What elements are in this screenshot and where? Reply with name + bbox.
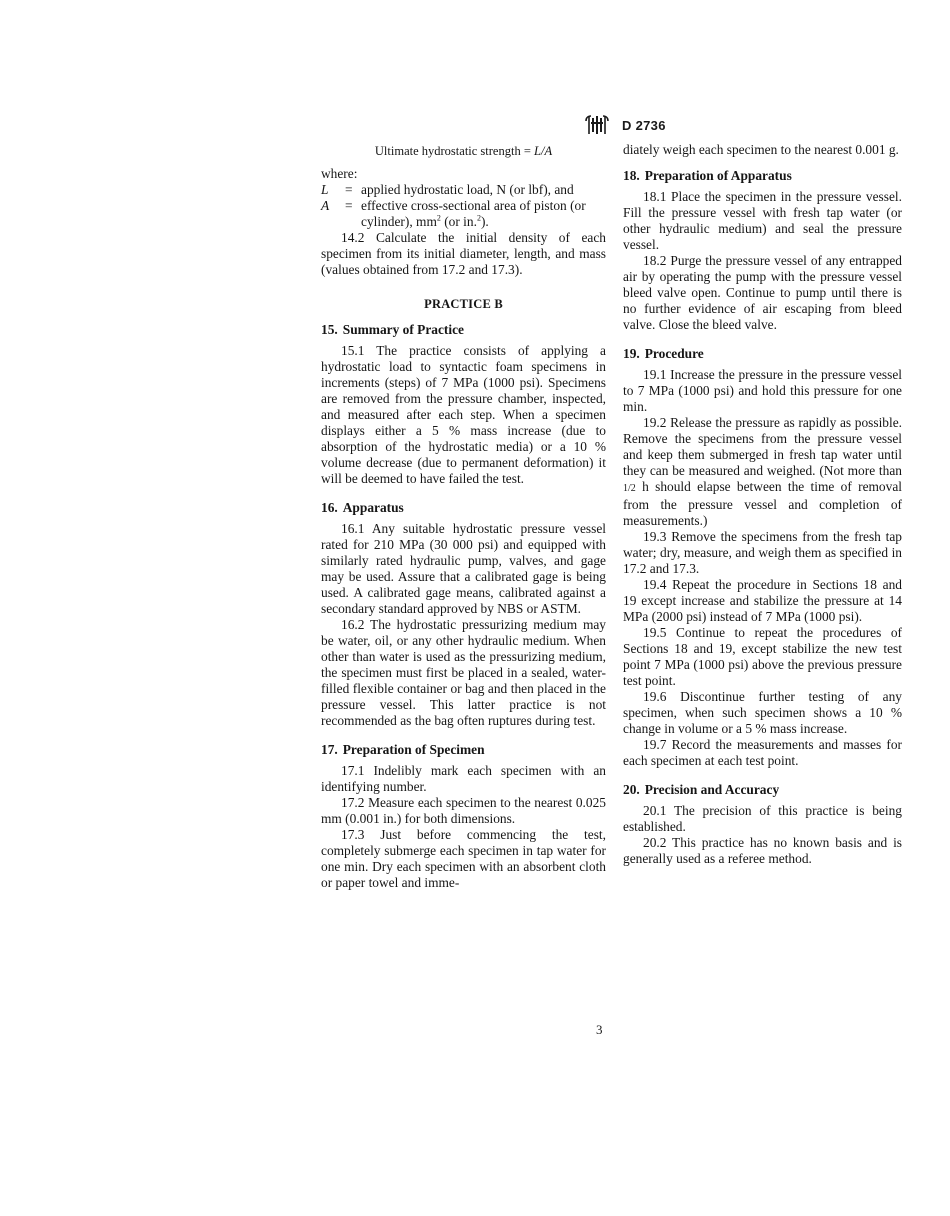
astm-logo-icon xyxy=(584,113,610,137)
paragraph-17-2: 17.2 Measure each specimen to the nearest 0.025 mm (0.001 in.) for both dimensions. xyxy=(321,795,606,826)
definition-A xyxy=(321,198,606,230)
paragraph-19-7: 19.7 Record the measurements and masses for each specimen at each test point. xyxy=(623,737,902,768)
left-column xyxy=(321,142,606,891)
paragraph-18-2: 18.2 Purge the pressure vessel of any entrapped air by operating the pump with the pressure vessel bleed valve open. Continue to pump until there is no further evidence of air escaping from bleed valve. Close the bleed valve. xyxy=(623,253,902,332)
formula-expression: L/A xyxy=(534,144,553,158)
paragraph-19-4: 19.4 Repeat the procedure in Sections 18 and 19 except increase and stabilize the pressure at 14 MPa (2000 psi) instead of 7 MPa (1000 psi). xyxy=(623,577,902,624)
paragraph-14-2: 14.2 Calculate the initial density of each specimen from its initial diameter, length, and mass (values obtained from 17.2 and 17.3). xyxy=(321,230,606,277)
page-header xyxy=(584,113,666,137)
strength-formula xyxy=(321,143,606,159)
paragraph-20-2: 20.2 This practice has no known basis and is generally used as a referee method. xyxy=(623,835,902,866)
page-number: 3 xyxy=(596,1022,603,1037)
where-label: where: xyxy=(321,166,358,181)
definition-symbol: L xyxy=(321,182,329,197)
paragraph-17-1: 17.1 Indelibly mark each specimen with an identifying number. xyxy=(321,763,606,794)
practice-b-title: PRACTICE B xyxy=(424,297,503,311)
standard-designation: D 2736 xyxy=(622,117,666,133)
definition-text: effective cross-sectional area of piston (or cylinder), $mm^2$ (or in.$^2$). xyxy=(361,198,586,229)
paragraph-17-3: 17.3 Just before commencing the test, completely submerge each specimen in tap water for one min. Dry each specimen with an absorbent cloth or paper towel and imme- xyxy=(321,827,606,890)
paragraph-19-3: 19.3 Remove the specimens from the fresh tap water; dry, measure, and weigh them as specified in 17.2 and 17.3. xyxy=(623,529,902,576)
section-19-heading: 19. Procedure xyxy=(623,346,704,361)
definition-equals: = xyxy=(345,198,353,213)
paragraph-19-6: 19.6 Discontinue further testing of any specimen, when such specimen shows a 10 % change in volume or a 5 % mass increase. xyxy=(623,689,902,736)
definition-text: applied hydrostatic load, N (or lbf), and xyxy=(361,182,574,197)
paragraph-17-3-continuation: diately weigh each specimen to the nearest 0.001 g. xyxy=(623,142,899,157)
right-column xyxy=(623,142,902,867)
paragraph-16-2: 16.2 The hydrostatic pressurizing medium may be water, oil, or any other hydraulic medium. When other than water is used as the pressurizing medium, the specimen must first be placed in a sealed, water-filled flexible container or bag and then placed in the pressure vessel. This latter practice is not recommended as the bag often ruptures during test. xyxy=(321,617,606,728)
definition-L xyxy=(321,182,606,198)
section-17-heading: 17. Preparation of Specimen xyxy=(321,742,485,757)
definition-symbol: A xyxy=(321,198,330,213)
fraction-one-half: 1/2 xyxy=(623,483,636,494)
paragraph-19-1: 19.1 Increase the pressure in the pressure vessel to 7 MPa (1000 psi) and hold this pressure for one min. xyxy=(623,367,902,414)
section-18-heading: 18. Preparation of Apparatus xyxy=(623,168,792,183)
paragraph-15-1: 15.1 The practice consists of applying a hydrostatic load to syntactic foam specimens in increments (steps) of 7 MPa (1000 psi). Specimens are removed from the pressure chamber, inspected, and measured after each step. When a specimen displays either a 5 % mass increase (due to absorption of the hydrostatic media) or a 10 % volume decrease (due to permanent deformation) it will be deemed to have failed the test. xyxy=(321,343,606,486)
paragraph-18-1: 18.1 Place the specimen in the pressure vessel. Fill the pressure vessel with fresh tap water (or other hydraulic medium) and seal the pressure vessel. xyxy=(623,189,902,252)
section-20-heading: 20. Precision and Accuracy xyxy=(623,782,780,797)
paragraph-19-2: 19.2 Release the pressure as rapidly as possible. Remove the specimens from the pressure vessel and keep them submerged in fresh tap water until they can be measured and weighed. (Not more than 1/2 h should elapse between the time of removal from the pressure vessel and completion of measurements.) xyxy=(623,415,902,528)
definition-equals: = xyxy=(345,182,353,197)
section-15-heading: 15. Summary of Practice xyxy=(321,322,464,337)
paragraph-16-1: 16.1 Any suitable hydrostatic pressure vessel rated for 210 MPa (30 000 psi) and equipped with similarly rated hydraulic pump, valves, and gage may be used. Assure that a calibrated gage is being used. A calibrated gage means, calibrated against a secondary standard approved by NBS or ASTM. xyxy=(321,521,606,616)
section-16-heading: 16. Apparatus xyxy=(321,500,404,515)
paragraph-19-5: 19.5 Continue to repeat the procedures of Sections 18 and 19, except stabilize the new test point 7 MPa (1000 psi) above the previous pressure test point. xyxy=(623,625,902,688)
formula-label: Ultimate hydrostatic strength = xyxy=(374,144,531,158)
paragraph-20-1: 20.1 The precision of this practice is being established. xyxy=(623,803,902,834)
